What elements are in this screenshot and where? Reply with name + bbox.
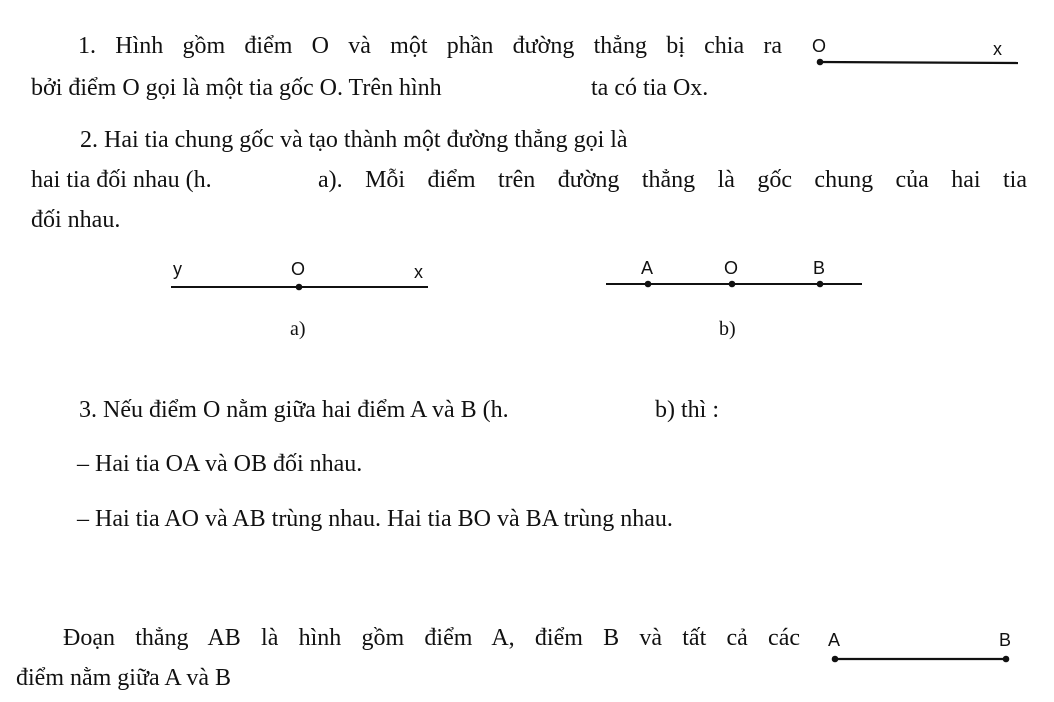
ray-ox-line <box>819 62 1018 63</box>
ray-ox-figure <box>817 59 1018 66</box>
segment-ab-figure <box>832 656 1010 663</box>
segment-point-a <box>832 656 839 663</box>
ray-end-label: x <box>993 39 1002 59</box>
figure-b-point-o <box>729 281 736 288</box>
section4-line1: Đoạn thẳng AB là hình gồm điểm A, điểm B và tất cả các <box>63 625 800 651</box>
section2-line2-b: a). Mỗi điểm trên đường thẳng là gốc chung của hai tia <box>318 167 1027 193</box>
segment-point-b <box>1003 656 1010 663</box>
section1-line1: 1. Hình gồm điểm O và một phần đường thẳng bị chia ra <box>78 33 782 59</box>
figure-b-caption: b) <box>719 318 736 340</box>
section2-line2-a: hai tia đối nhau (h. <box>31 167 212 193</box>
figure-b-label-o: O <box>724 258 739 278</box>
ray-origin-label: O <box>812 36 827 56</box>
section3-line1-a: 3. Nếu điểm O nằm giữa hai điểm A và B (h. <box>79 397 509 423</box>
figure-a-label-y: y <box>173 259 182 279</box>
section2-line1: 2. Hai tia chung gốc và tạo thành một đường thẳng gọi là <box>80 127 628 153</box>
figure-b-point-a <box>645 281 652 288</box>
segment-label-b: B <box>999 630 1012 650</box>
figure-a <box>171 284 428 291</box>
section1-line2: bởi điểm O gọi là một tia gốc O. Trên hình <box>31 75 442 101</box>
section4-line2: điểm nằm giữa A và B <box>16 665 231 691</box>
figure-a-label-o: O <box>291 259 306 279</box>
section3-line1-b: b) thì : <box>655 397 719 423</box>
figure-a-point-o <box>296 284 303 291</box>
figure-b-point-b <box>817 281 824 288</box>
section2-line3: đối nhau. <box>31 207 121 233</box>
section1-line2-tail: ta có tia Ox. <box>591 75 709 101</box>
figure-a-label-x: x <box>414 262 423 282</box>
section3-bullet1: – Hai tia OA và OB đối nhau. <box>77 451 363 477</box>
figure-b-label-a: A <box>641 258 654 278</box>
figure-b <box>606 281 862 288</box>
ray-origin-point <box>817 59 824 66</box>
segment-label-a: A <box>828 630 841 650</box>
section3-bullet2: – Hai tia AO và AB trùng nhau. Hai tia BO và BA trùng nhau. <box>77 506 673 532</box>
figure-a-caption: a) <box>290 318 306 340</box>
figure-b-label-b: B <box>813 258 826 278</box>
